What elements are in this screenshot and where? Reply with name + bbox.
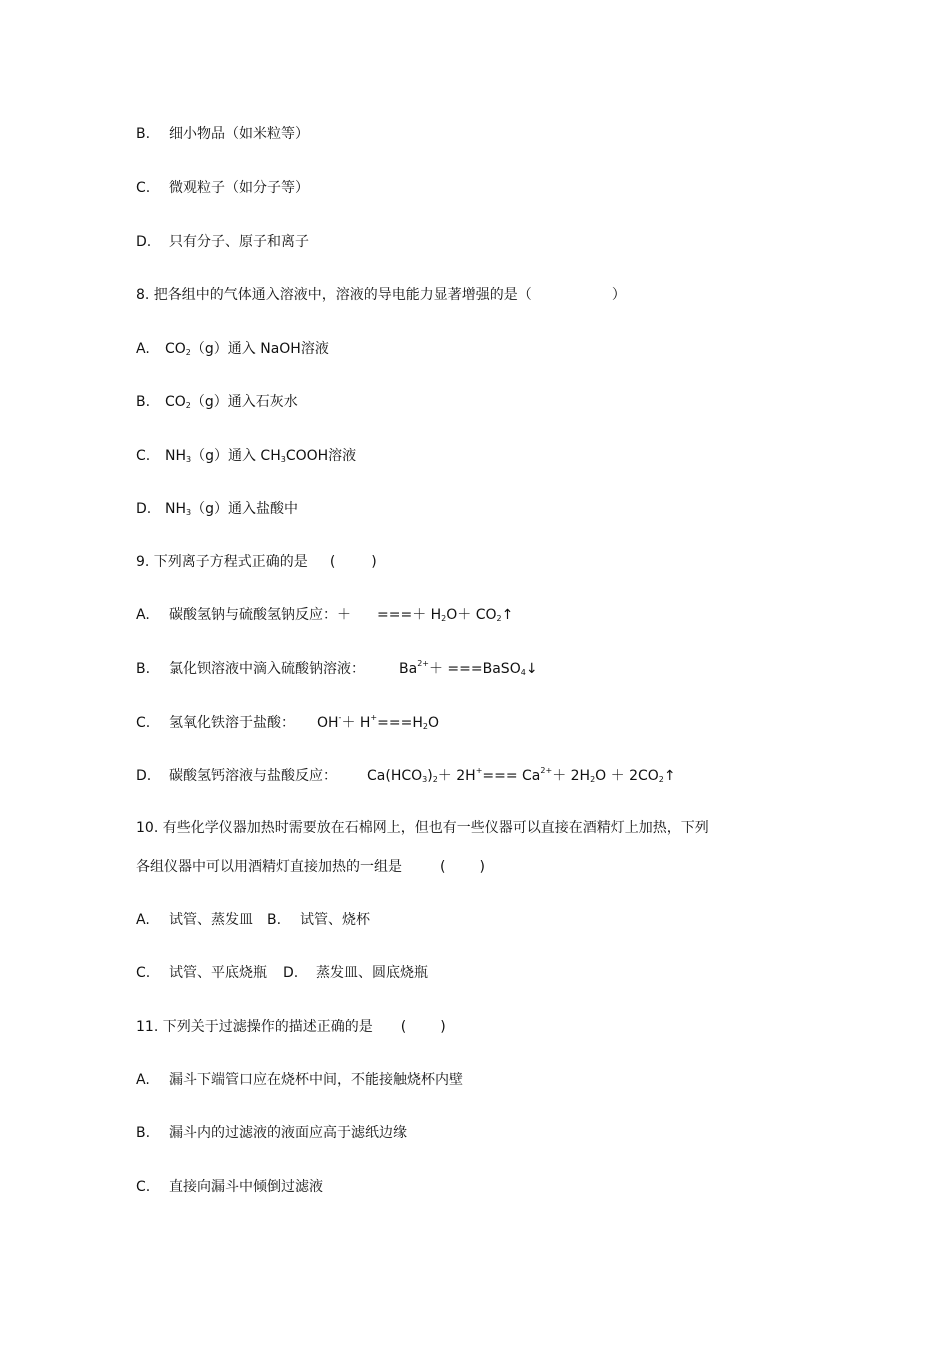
option-text: 漏斗内的过滤液的液面应高于滤纸边缘 [169,1125,407,1141]
superscript: 2+ [540,766,553,775]
subscript: 2 [496,614,502,623]
option-letter: A. [136,912,150,928]
option-text: 只有分子、原子和离子 [169,234,309,250]
subscript: 4 [520,668,526,677]
superscript: 2+ [417,659,429,668]
superscript: + [370,713,378,722]
equation-text: OH [317,715,339,731]
equation-text: ===H [377,715,423,731]
option-letter: D. [136,501,152,517]
superscript: - [338,713,342,722]
option-text: （g）通入盐酸中 [191,501,298,517]
subscript: 2 [432,775,438,784]
equation-text: O＋ CO [446,607,497,623]
q7-option-d [136,232,309,252]
option-letter: B. [136,126,151,142]
answer-paren-close: ) [371,554,377,570]
q8-option-b [136,392,298,412]
subscript: 3 [186,455,192,464]
question-text: 8. 把各组中的气体通入溶液中，溶液的导电能力显著增强的是（ [136,287,532,303]
answer-paren-close: ） [611,287,626,303]
q10-options-ab [136,910,370,930]
option-text: 氯化钡溶液中滴入硫酸钠溶液： [169,661,365,677]
q8-option-c [136,446,356,466]
equation-text: Ca(HCO [367,768,423,784]
q11-stem [136,1017,446,1037]
formula-text: NH [165,448,186,464]
equation-text: ＋ 2H [437,768,476,784]
equation-text: ＋ H [341,715,371,731]
subscript: 2 [441,614,447,623]
q11-option-a [136,1070,463,1090]
subscript: 2 [185,348,191,357]
q11-option-c [136,1177,323,1197]
subscript: 2 [590,775,596,784]
subscript: 2 [185,401,191,410]
answer-paren-close: ) [440,1019,446,1035]
answer-paren-open: ( [440,859,446,875]
question-text: 9. 下列离子方程式正确的是 [136,554,308,570]
option-letter: B. [136,394,151,410]
question-text: 10. 有些化学仪器加热时需要放在石棉网上，但也有一些仪器可以直接在酒精灯上加热，下列 [136,820,709,836]
q10-options-cd [136,963,428,983]
q9-option-a [136,605,513,625]
option-letter: A. [136,341,150,357]
q8-stem [136,285,626,305]
question-text: 11. 下列关于过滤操作的描述正确的是 [136,1019,373,1035]
option-letter: B. [136,661,151,677]
option-letter: A. [136,1072,150,1088]
subscript: 3 [186,508,192,517]
q9-stem [136,552,377,572]
q10-stem-line2 [136,857,485,877]
option-letter: D. [283,965,299,981]
equation-text: ↑ [501,607,514,623]
option-text: 碳酸氢钙溶液与盐酸反应： [169,768,337,784]
subscript: 2 [658,775,664,784]
option-text: 蒸发皿、圆底烧瓶 [316,965,428,981]
q7-option-c [136,178,309,198]
option-text: 细小物品（如米粒等） [169,126,309,142]
equation-text: O ＋ 2CO [595,768,659,784]
option-letter: C. [136,1179,151,1195]
option-letter: C. [136,715,151,731]
equation-text: ＋ ===BaSO [428,661,521,677]
subscript: 2 [422,722,428,731]
answer-paren-open: ( [400,1019,407,1035]
option-letter: C. [136,180,151,196]
option-text: 试管、烧杯 [300,912,370,928]
equation-text: ↑ [663,768,676,784]
formula-text: CO [165,341,186,357]
q9-option-d [136,766,676,786]
subscript: 3 [280,455,286,464]
equation-text: ＋ 2H [552,768,591,784]
answer-paren-close: ) [479,859,485,875]
option-letter: D. [136,768,152,784]
option-letter: D. [136,234,152,250]
equation-text: ===＋ H [377,607,442,623]
option-text: 微观粒子（如分子等） [169,180,309,196]
option-text: （g）通入石灰水 [190,394,298,410]
option-letter: C. [136,965,151,981]
option-text: 氢氧化铁溶于盐酸： [169,715,295,731]
question-text: 各组仪器中可以用酒精灯直接加热的一组是 [136,859,402,875]
option-letter: C. [136,448,151,464]
option-text: 试管、蒸发皿 [169,912,253,928]
option-text: 碳酸氢钠与硫酸氢钠反应：＋ [169,607,351,623]
option-text: 试管、平底烧瓶 [169,965,267,981]
answer-paren-open: ( [329,554,336,570]
equation-text: ) [427,768,433,784]
option-letter: B. [267,912,282,928]
option-text: （g）通入 NaOH溶液 [190,341,329,357]
equation-text: ↓ [525,661,538,677]
option-text: （g）通入 CH [191,448,281,464]
option-letter: A. [136,607,150,623]
option-text: 漏斗下端管口应在烧杯中间，不能接触烧杯内壁 [169,1072,463,1088]
equation-text: O [427,715,439,731]
option-letter: B. [136,1125,151,1141]
option-text: 直接向漏斗中倾倒过滤液 [169,1179,323,1195]
q11-option-b [136,1123,407,1143]
q9-option-b [136,659,538,679]
equation-text: === Ca [482,768,541,784]
formula-text: NH [165,501,186,517]
equation-text: Ba [399,661,418,677]
q10-stem-line1 [136,818,709,838]
q8-option-d [136,499,298,519]
superscript: + [475,766,483,775]
option-text: COOH溶液 [285,448,357,464]
q7-option-b [136,124,309,144]
q9-option-c [136,713,439,733]
formula-text: CO [165,394,186,410]
subscript: 3 [422,775,428,784]
q8-option-a [136,339,329,359]
